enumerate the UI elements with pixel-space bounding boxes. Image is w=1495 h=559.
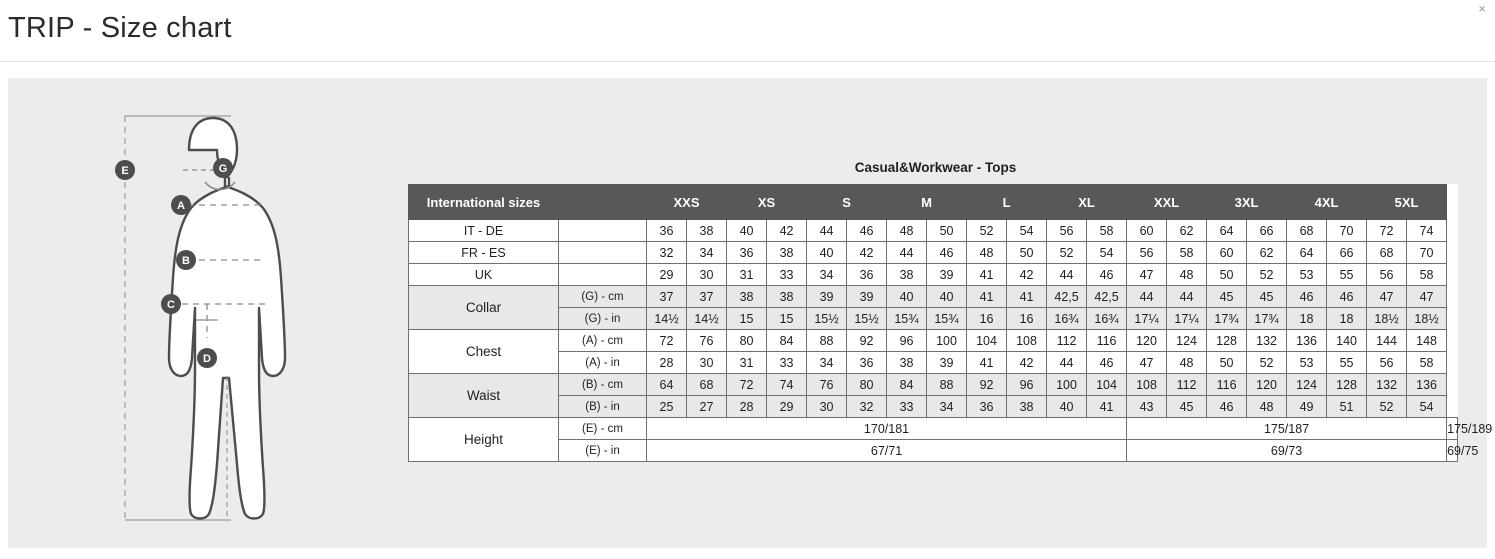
table-cell: 44 — [1047, 264, 1087, 286]
table-cell: 74 — [767, 374, 807, 396]
table-cell: 88 — [807, 330, 847, 352]
table-cell: 30 — [687, 264, 727, 286]
size-chart-area — [408, 160, 1493, 462]
table-cell: 84 — [887, 374, 927, 396]
table-cell: 33 — [767, 352, 807, 374]
table-cell: 136 — [1407, 374, 1447, 396]
row-label: UK — [409, 264, 559, 286]
table-cell: 33 — [887, 396, 927, 418]
table-cell: 52 — [1047, 242, 1087, 264]
title-divider — [0, 61, 1495, 62]
table-cell: 144 — [1367, 330, 1407, 352]
header-sub-blank — [559, 185, 647, 220]
header-size-group: 3XL — [1207, 185, 1287, 220]
table-cell: 62 — [1247, 242, 1287, 264]
table-cell: 16 — [1007, 308, 1047, 330]
table-cell: 29 — [647, 264, 687, 286]
table-cell: 68 — [1367, 242, 1407, 264]
table-cell: 50 — [927, 220, 967, 242]
table-cell: 18 — [1327, 308, 1367, 330]
table-cell: 47 — [1407, 286, 1447, 308]
table-cell: 124 — [1167, 330, 1207, 352]
row-unit: (E) - cm — [559, 418, 647, 440]
table-cell: 47 — [1127, 264, 1167, 286]
table-cell: 42 — [847, 242, 887, 264]
table-cell: 38 — [687, 220, 727, 242]
table-cell: 34 — [927, 396, 967, 418]
table-cell: 124 — [1287, 374, 1327, 396]
table-cell: 38 — [727, 286, 767, 308]
table-cell: 128 — [1327, 374, 1367, 396]
table-cell: 17¼ — [1167, 308, 1207, 330]
header-size-group: M — [887, 185, 967, 220]
table-cell: 70 — [1327, 220, 1367, 242]
table-cell: 72 — [727, 374, 767, 396]
table-cell: 60 — [1207, 242, 1247, 264]
table-cell: 32 — [647, 242, 687, 264]
table-cell: 38 — [767, 286, 807, 308]
table-cell: 45 — [1247, 286, 1287, 308]
table-cell: 140 — [1327, 330, 1367, 352]
table-cell: 30 — [687, 352, 727, 374]
table-cell: 104 — [967, 330, 1007, 352]
row-label: Collar — [409, 286, 559, 330]
table-cell: 33 — [767, 264, 807, 286]
table-row — [409, 286, 1458, 308]
table-cell: 49 — [1287, 396, 1327, 418]
table-cell: 64 — [647, 374, 687, 396]
table-cell: 120 — [1127, 330, 1167, 352]
table-row — [409, 352, 1458, 374]
table-row — [409, 220, 1458, 242]
table-cell: 14½ — [647, 308, 687, 330]
svg-text:D: D — [203, 353, 211, 365]
table-row — [409, 330, 1458, 352]
table-cell: 46 — [927, 242, 967, 264]
table-cell: 108 — [1007, 330, 1047, 352]
table-cell: 42 — [1007, 352, 1047, 374]
row-label: FR - ES — [409, 242, 559, 264]
row-unit: (B) - cm — [559, 374, 647, 396]
table-cell: 48 — [1167, 264, 1207, 286]
page-title: TRIP - Size chart — [8, 12, 232, 44]
row-unit — [559, 264, 647, 286]
table-cell: 116 — [1207, 374, 1247, 396]
table-cell: 54 — [1087, 242, 1127, 264]
table-cell: 27 — [687, 396, 727, 418]
row-unit: (E) - in — [559, 440, 647, 462]
table-cell: 68 — [687, 374, 727, 396]
table-cell: 17¾ — [1247, 308, 1287, 330]
table-cell: 76 — [687, 330, 727, 352]
table-cell: 41 — [967, 352, 1007, 374]
table-cell: 50 — [1207, 264, 1247, 286]
table-cell: 74 — [1407, 220, 1447, 242]
row-label: Waist — [409, 374, 559, 418]
table-cell: 17¼ — [1127, 308, 1167, 330]
table-cell: 29 — [767, 396, 807, 418]
table-cell: 39 — [807, 286, 847, 308]
table-cell: 15 — [767, 308, 807, 330]
row-label: Height — [409, 418, 559, 462]
table-cell: 48 — [1247, 396, 1287, 418]
table-cell: 42,5 — [1087, 286, 1127, 308]
table-cell: 46 — [1087, 352, 1127, 374]
table-row — [409, 308, 1458, 330]
header-size-group: XL — [1047, 185, 1127, 220]
table-cell: 132 — [1367, 374, 1407, 396]
table-cell: 18½ — [1367, 308, 1407, 330]
table-cell: 108 — [1127, 374, 1167, 396]
table-cell: 42 — [1007, 264, 1047, 286]
table-cell: 46 — [1087, 264, 1127, 286]
table-cell: 34 — [807, 264, 847, 286]
row-unit — [559, 220, 647, 242]
close-icon[interactable]: × — [1478, 1, 1486, 16]
row-unit — [559, 242, 647, 264]
table-cell: 44 — [1127, 286, 1167, 308]
table-cell: 56 — [1127, 242, 1167, 264]
table-cell: 50 — [1007, 242, 1047, 264]
table-cell: 41 — [1007, 286, 1047, 308]
table-cell-span: 69/73 — [1127, 440, 1447, 462]
table-cell: 64 — [1287, 242, 1327, 264]
table-cell: 116 — [1087, 330, 1127, 352]
table-cell: 66 — [1327, 242, 1367, 264]
table-cell: 66 — [1247, 220, 1287, 242]
table-cell: 36 — [727, 242, 767, 264]
table-header-row — [409, 185, 1458, 220]
table-cell: 84 — [767, 330, 807, 352]
table-cell: 55 — [1327, 352, 1367, 374]
table-cell: 46 — [1287, 286, 1327, 308]
table-cell: 52 — [967, 220, 1007, 242]
table-cell: 36 — [847, 264, 887, 286]
table-cell: 40 — [887, 286, 927, 308]
body-measurement-figure — [113, 108, 313, 528]
header-size-group: L — [967, 185, 1047, 220]
table-cell: 128 — [1207, 330, 1247, 352]
table-cell: 54 — [1007, 220, 1047, 242]
table-cell: 30 — [807, 396, 847, 418]
chart-title: Casual&Workwear - Tops — [854, 160, 1017, 175]
table-cell: 34 — [807, 352, 847, 374]
table-cell: 36 — [967, 396, 1007, 418]
table-cell: 58 — [1087, 220, 1127, 242]
table-cell: 36 — [847, 352, 887, 374]
table-cell: 148 — [1407, 330, 1447, 352]
table-row — [409, 440, 1458, 462]
table-cell: 112 — [1047, 330, 1087, 352]
table-cell: 16¾ — [1087, 308, 1127, 330]
table-cell: 112 — [1167, 374, 1207, 396]
header-size-group: XS — [727, 185, 807, 220]
table-cell: 48 — [967, 242, 1007, 264]
table-cell: 44 — [807, 220, 847, 242]
table-cell: 58 — [1407, 352, 1447, 374]
table-cell: 40 — [807, 242, 847, 264]
table-cell: 96 — [1007, 374, 1047, 396]
table-cell: 31 — [727, 264, 767, 286]
table-cell: 40 — [927, 286, 967, 308]
table-cell: 37 — [647, 286, 687, 308]
table-cell: 42 — [767, 220, 807, 242]
row-unit: (B) - in — [559, 396, 647, 418]
table-cell: 44 — [887, 242, 927, 264]
header-size-group: 5XL — [1367, 185, 1447, 220]
table-row — [409, 418, 1458, 440]
table-cell: 68 — [1287, 220, 1327, 242]
table-cell: 58 — [1167, 242, 1207, 264]
table-cell: 50 — [1207, 352, 1247, 374]
table-cell: 58 — [1407, 264, 1447, 286]
header-size-group: XXS — [647, 185, 727, 220]
row-unit: (G) - cm — [559, 286, 647, 308]
table-cell: 52 — [1247, 352, 1287, 374]
table-cell: 47 — [1127, 352, 1167, 374]
table-cell: 72 — [1367, 220, 1407, 242]
table-cell: 41 — [1087, 396, 1127, 418]
table-cell: 104 — [1087, 374, 1127, 396]
table-cell: 15¾ — [927, 308, 967, 330]
table-cell-span: 69/75 — [1447, 440, 1458, 462]
table-cell: 46 — [1327, 286, 1367, 308]
table-cell: 54 — [1407, 396, 1447, 418]
table-cell: 96 — [887, 330, 927, 352]
table-cell: 38 — [767, 242, 807, 264]
svg-text:B: B — [182, 255, 190, 267]
svg-text:G: G — [218, 163, 228, 175]
table-cell-span: 175/189 — [1447, 418, 1458, 440]
table-cell: 38 — [887, 352, 927, 374]
table-cell: 28 — [727, 396, 767, 418]
table-cell: 72 — [647, 330, 687, 352]
content-panel — [8, 78, 1493, 548]
table-cell: 46 — [847, 220, 887, 242]
table-cell: 17¾ — [1207, 308, 1247, 330]
row-unit: (A) - in — [559, 352, 647, 374]
table-cell: 14½ — [687, 308, 727, 330]
table-cell: 46 — [1207, 396, 1247, 418]
row-label: IT - DE — [409, 220, 559, 242]
table-row — [409, 396, 1458, 418]
table-cell: 80 — [727, 330, 767, 352]
table-cell: 45 — [1207, 286, 1247, 308]
table-cell: 40 — [727, 220, 767, 242]
table-cell: 60 — [1127, 220, 1167, 242]
table-cell: 16¾ — [1047, 308, 1087, 330]
table-cell: 48 — [887, 220, 927, 242]
table-row — [409, 374, 1458, 396]
row-unit: (G) - in — [559, 308, 647, 330]
table-cell: 16 — [967, 308, 1007, 330]
table-cell: 47 — [1367, 286, 1407, 308]
table-cell: 38 — [887, 264, 927, 286]
table-cell: 53 — [1287, 352, 1327, 374]
size-chart-table — [408, 184, 1493, 462]
table-cell: 62 — [1167, 220, 1207, 242]
table-cell: 120 — [1247, 374, 1287, 396]
table-cell: 44 — [1047, 352, 1087, 374]
table-cell: 76 — [807, 374, 847, 396]
table-cell: 56 — [1047, 220, 1087, 242]
table-cell: 100 — [927, 330, 967, 352]
table-cell: 38 — [1007, 396, 1047, 418]
table-cell-span: 67/71 — [647, 440, 1127, 462]
header-size-group: S — [807, 185, 887, 220]
table-cell: 92 — [847, 330, 887, 352]
table-cell: 55 — [1327, 264, 1367, 286]
table-cell: 39 — [927, 264, 967, 286]
table-cell: 31 — [727, 352, 767, 374]
table-cell: 41 — [967, 264, 1007, 286]
table-cell: 28 — [647, 352, 687, 374]
row-unit: (A) - cm — [559, 330, 647, 352]
table-cell: 15 — [727, 308, 767, 330]
table-cell: 52 — [1367, 396, 1407, 418]
table-cell: 92 — [967, 374, 1007, 396]
table-cell: 36 — [647, 220, 687, 242]
row-label: Chest — [409, 330, 559, 374]
table-cell: 34 — [687, 242, 727, 264]
table-cell: 42,5 — [1047, 286, 1087, 308]
table-cell: 39 — [927, 352, 967, 374]
table-head — [409, 185, 1458, 220]
header-size-group: 4XL — [1287, 185, 1367, 220]
table-cell: 44 — [1167, 286, 1207, 308]
table-cell: 136 — [1287, 330, 1327, 352]
table-cell: 40 — [1047, 396, 1087, 418]
table-cell: 100 — [1047, 374, 1087, 396]
svg-text:C: C — [167, 299, 175, 311]
table-cell: 51 — [1327, 396, 1367, 418]
table-body — [409, 220, 1493, 462]
table-cell-span: 170/181 — [647, 418, 1127, 440]
table-cell: 64 — [1207, 220, 1247, 242]
header-international-sizes: International sizes — [409, 185, 559, 220]
table-cell: 15½ — [847, 308, 887, 330]
table-cell: 52 — [1247, 264, 1287, 286]
svg-text:A: A — [177, 200, 185, 212]
table-cell: 43 — [1127, 396, 1167, 418]
table-cell: 56 — [1367, 264, 1407, 286]
table-row — [409, 242, 1458, 264]
table-cell: 15¾ — [887, 308, 927, 330]
table-cell: 37 — [687, 286, 727, 308]
table-cell-span: 175/187 — [1127, 418, 1447, 440]
svg-text:E: E — [121, 165, 129, 177]
table-cell: 45 — [1167, 396, 1207, 418]
table-cell: 25 — [647, 396, 687, 418]
table-cell: 32 — [847, 396, 887, 418]
table-cell: 18 — [1287, 308, 1327, 330]
table-cell: 56 — [1367, 352, 1407, 374]
table-row — [409, 264, 1458, 286]
table-cell: 88 — [927, 374, 967, 396]
header-size-group: XXL — [1127, 185, 1207, 220]
table-cell: 39 — [847, 286, 887, 308]
table-cell: 48 — [1167, 352, 1207, 374]
table-cell: 53 — [1287, 264, 1327, 286]
table-cell: 70 — [1407, 242, 1447, 264]
table-cell: 41 — [967, 286, 1007, 308]
table-cell: 18½ — [1407, 308, 1447, 330]
table-cell: 15½ — [807, 308, 847, 330]
table-cell: 80 — [847, 374, 887, 396]
table-cell: 132 — [1247, 330, 1287, 352]
